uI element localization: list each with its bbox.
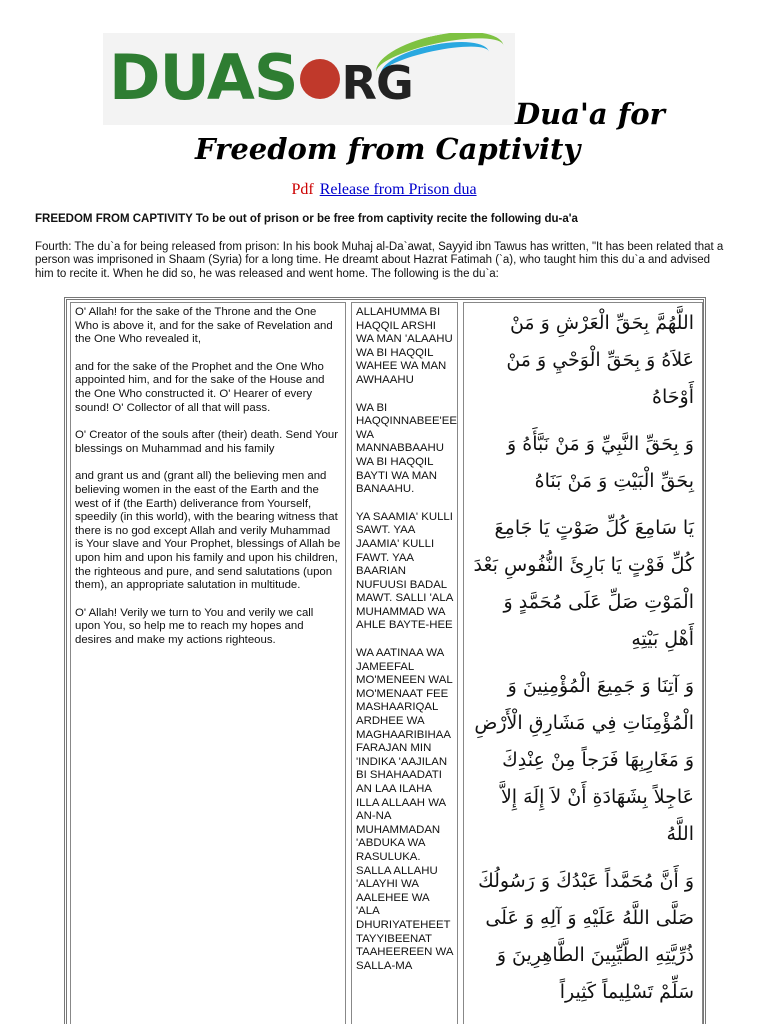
transliteration-paragraph: ALLAHUMMA BI HAQQIL ARSHI WA MAN 'ALAAHU WA BI HAQQIL WAHEE WA MAN AWHAAHU bbox=[356, 306, 453, 386]
transliteration-paragraph: WA AATINAA WA JAMEEFAL MO'MENEEN WAL MO'MENAAT FEE MASHAARIQAL ARDHEE WA MAGHAARIBIHAA FARAJAN MIN 'INDIKA 'AAJILAN BI SHAHAADATI AN LAA ILAHA ILLA ALLAAH WA AN-NA MUHAMMADAN 'ABDUKA WA RASULUKA. SALLA ALLAHU 'ALAYHI WA AALEHEE WA 'ALA DHURIYATEHEET TAYYIBEENAT TAAHEEREEN WA SALLA-MA bbox=[356, 647, 453, 972]
arabic-paragraph: اللَّهُمَّ بِحَقِّ الْعَرْشِ وَ مَنْ عَلاَهُ وَ بِحَقِّ الْوَحْيِ وَ مَنْ أَوْحَاهُ bbox=[506, 312, 694, 408]
arabic-column bbox=[463, 302, 703, 1024]
english-paragraph: O' Allah! Verily we turn to You and verily we call upon You, so help me to reach my hopes and desires and make my actions righteous. bbox=[75, 606, 314, 646]
arabic-paragraph: وَ بِحَقِّ النَّبِيِّ وَ مَنْ نَبَّأَهُ وَ بِحَقِّ الْبَيْتِ وَ مَنْ بَنَاهُ bbox=[507, 433, 694, 492]
pdf-label: Pdf bbox=[291, 181, 314, 198]
transliteration-column bbox=[351, 302, 458, 1024]
section-heading: FREEDOM FROM CAPTIVITY To be out of prison or be free from captivity recite the following du-a'a bbox=[35, 213, 578, 225]
english-column bbox=[70, 302, 346, 1024]
transliteration-paragraph: YA SAAMIA' KULLI SAWT. YAA JAAMIA' KULLI FAWT. YAA BAARIAN NUFUUSI BADAL MAWT. SALLI 'ALA MUHAMMAD WA AHLE BAYTE-HEE bbox=[356, 510, 453, 632]
logo-wordmark bbox=[109, 41, 413, 114]
logo-suffix: RG bbox=[341, 56, 413, 110]
page-title-line2: Freedom from Captivity bbox=[195, 132, 581, 166]
english-paragraph: O' Allah! for the sake of the Throne and the One Who is above it, and for the sake of Revelation and the One Who revealed it, bbox=[75, 306, 333, 346]
dua-table bbox=[64, 297, 706, 1024]
logo-main: DUAS bbox=[109, 41, 298, 114]
english-paragraph: O' Creator of the souls after (their) death. Send Your blessings on Muhammad and his family bbox=[75, 429, 339, 455]
arabic-paragraph: وَ آتِنَا وَ جَمِيعَ الْمُؤْمِنِينَ وَ الْمُؤْمِنَاتِ فِي مَشَارِقِ الْأَرْضِ وَ مَغَارِبِهَا فَرَجاً مِنْ عِنْدِكَ عَاجِلاً بِشَهَادَةِ أَنْ لاَ إِلَهَ إِلاَّ اللَّهُ bbox=[474, 675, 694, 845]
arabic-paragraph: يَا سَامِعَ كُلِّ صَوْتٍ يَا جَامِعَ كُلِّ فَوْتٍ يَا بَارِئَ النُّفُوسِ بَعْدَ الْمَوْتِ صَلِّ عَلَى مُحَمَّدٍ وَ أَهْلِ بَيْتِهِ bbox=[473, 517, 694, 650]
pdf-line bbox=[0, 181, 768, 199]
transliteration-paragraph: WA BI HAQQINNABEE'EE WA MANNABBAAHU WA BI HAQQIL BAYTI WA MAN BANAAHU. bbox=[356, 401, 457, 496]
pdf-download-link[interactable]: Release from Prison dua bbox=[319, 181, 477, 198]
page-title-line1: Dua'a for bbox=[515, 97, 665, 131]
arabic-paragraph: وَ أَنَّ مُحَمَّداً عَبْدُكَ وَ رَسُولُكَ صَلَّى اللَّهُ عَلَيْهِ وَ آلِهِ وَ عَلَى ذُرِّيَّتِهِ الطَّيِّبِينَ الطَّاهِرِينَ وَ سَلِّمْ تَسْلِيماً كَثِيراً bbox=[478, 870, 694, 1003]
english-paragraph: and grant us and (grant all) the believing men and believing women in the east of the Earth and the west of if (the Earth) deliverance from Yourself, speedily (in this world), with the bearing witness that there is no god except Allah and verily Muhammad is Your slave and Your Prophet, blessings of Allah be upon him and upon his family and upon his children, the righteous and pure, and send salutations (upon them), an appropriate salutation in multitude. bbox=[75, 470, 341, 592]
logo-seal-icon bbox=[300, 59, 340, 99]
duas-logo bbox=[103, 33, 515, 125]
english-paragraph: and for the sake of the Prophet and the One Who appointed him, and for the sake of the House and the One Who constructed it. O' Hearer of every sound! O' Collector of all that will pass. bbox=[75, 360, 325, 414]
intro-paragraph: Fourth: The du`a for being released from prison: In his book Muhaj al-Da`awat, Sayyid ibn Tawus has written, "It has been related that a person was imprisoned in Shaam (Syria) for a long time. He dreamt about Hazrat Fatimah (`a), who taught him this du`a and advised him to recite it. When he did so, he was released and went home. The following is the du`a: bbox=[35, 241, 724, 280]
